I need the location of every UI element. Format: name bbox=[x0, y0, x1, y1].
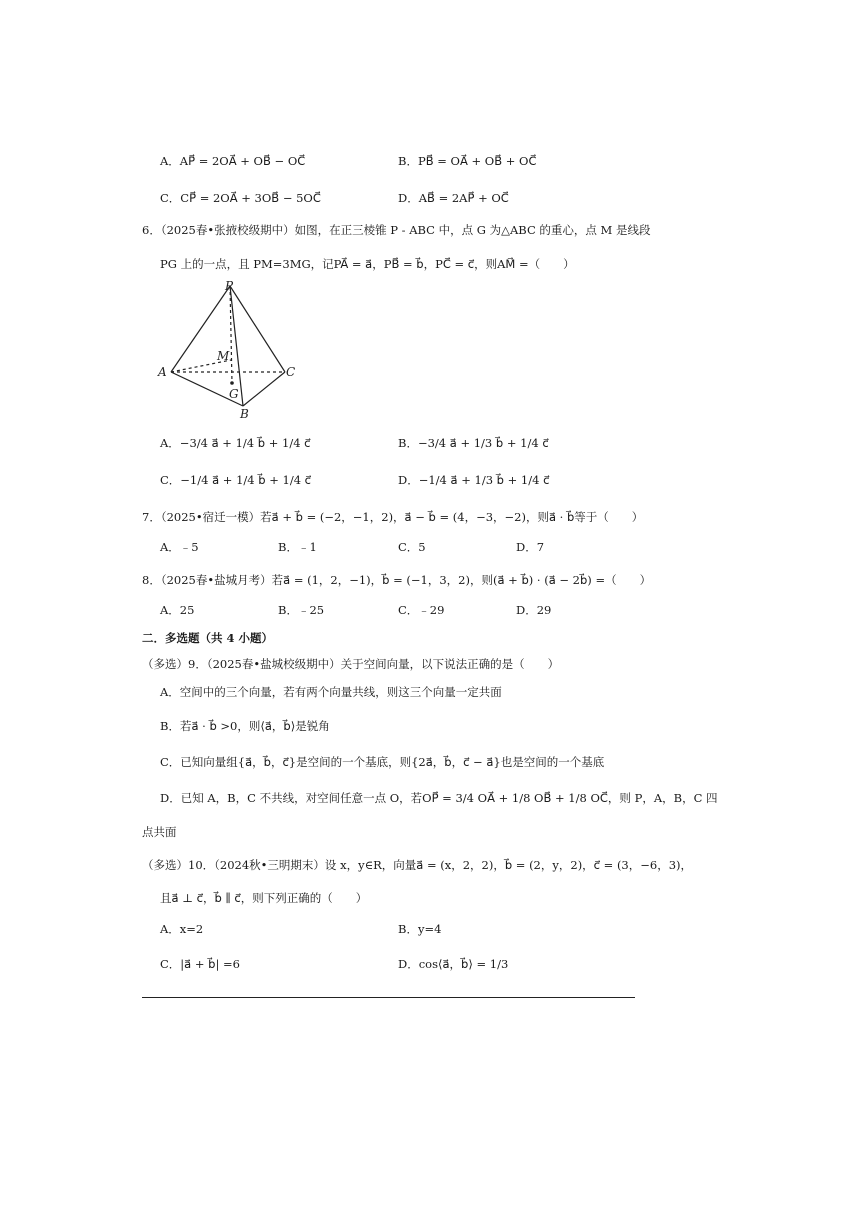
q9-option-a[interactable]: A．空间中的三个向量，若有两个向量共线，则这三个向量一定共面 bbox=[160, 685, 502, 699]
q10-option-c[interactable]: C．|a⃗ + b⃗| =6 bbox=[160, 957, 240, 971]
q5-option-b[interactable]: B．PB⃗ = OA⃗ + OB⃗ + OC⃗ bbox=[398, 154, 537, 168]
label-c: C bbox=[286, 365, 295, 379]
q6-option-b[interactable]: B．−3/4 a⃗ + 1/3 b⃗ + 1/4 c⃗ bbox=[398, 436, 549, 450]
q5-option-d[interactable]: D．AB⃗ = 2AP⃗ + OC⃗ bbox=[398, 191, 509, 205]
q7-option-b[interactable]: B．﹣1 bbox=[278, 540, 317, 554]
q6-stem-line2: PG 上的一点，且 PM=3MG，记PA⃗ = a⃗，PB⃗ = b⃗，PC⃗ = c⃗，则AM⃗ =（ ） bbox=[160, 257, 575, 271]
label-p: P bbox=[225, 280, 234, 293]
q7-option-c[interactable]: C．5 bbox=[398, 540, 426, 554]
q9-option-b[interactable]: B．若a⃗ · b⃗ >0，则⟨a⃗，b⃗⟩是锐角 bbox=[160, 719, 330, 733]
bottom-divider bbox=[142, 997, 635, 998]
label-m: M bbox=[217, 349, 230, 363]
q7-option-a[interactable]: A．﹣5 bbox=[160, 540, 199, 554]
q5-option-a[interactable]: A．AP⃗ = 2OA⃗ + OB⃗ − OC⃗ bbox=[160, 154, 306, 168]
q10-stem-line2: 且a⃗ ⊥ c⃗，b⃗ ∥ c⃗，则下列正确的（ ） bbox=[160, 891, 368, 905]
q9-option-d[interactable]: D．已知 A，B，C 不共线，对空间任意一点 O，若OP⃗ = 3/4 OA⃗ + 1/8 OB⃗ + 1/8 OC⃗，则 P，A，B，C 四 bbox=[160, 791, 718, 805]
q7-stem: 7．（2025•宿迁一模）若a⃗ + b⃗ = (−2，−1，2)，a⃗ − b⃗ = (4，−3，−2)，则a⃗ · b⃗等于（ ） bbox=[142, 510, 644, 524]
q8-option-b[interactable]: B．﹣25 bbox=[278, 603, 325, 617]
label-g: G bbox=[229, 387, 239, 401]
label-b: B bbox=[240, 407, 249, 420]
q6-option-d[interactable]: D．−1/4 a⃗ + 1/3 b⃗ + 1/4 c⃗ bbox=[398, 473, 550, 487]
q10-option-b[interactable]: B．y=4 bbox=[398, 922, 442, 936]
q8-option-a[interactable]: A．25 bbox=[160, 603, 195, 617]
q10-option-d[interactable]: D．cos⟨a⃗，b⃗⟩ = 1/3 bbox=[398, 957, 509, 971]
q8-option-c[interactable]: C．﹣29 bbox=[398, 603, 445, 617]
pyramid-figure bbox=[155, 280, 295, 420]
q10-stem-line1: （多选）10．（2024秋•三明期末）设 x，y∈R，向量a⃗ = (x，2，2)，b⃗ = (2，y，2)，c⃗ = (3，−6，3)， bbox=[142, 858, 693, 872]
q7-option-d[interactable]: D．7 bbox=[516, 540, 545, 554]
q8-option-d[interactable]: D．29 bbox=[516, 603, 552, 617]
q6-stem-line1: 6．（2025春•张掖校级期中）如图，在正三棱锥 P - ABC 中，点 G 为△ABC 的重心，点 M 是线段 bbox=[142, 223, 651, 237]
q9-stem: （多选）9．（2025春•盐城校级期中）关于空间向量，以下说法正确的是（ ） bbox=[142, 657, 560, 671]
q5-option-c[interactable]: C．CP⃗ = 2OA⃗ + 3OB⃗ − 5OC⃗ bbox=[160, 191, 321, 205]
q9-option-d-cont: 点共面 bbox=[142, 825, 177, 839]
q8-stem: 8．（2025春•盐城月考）若a⃗ = (1，2，−1)，b⃗ = (−1，3，2)，则(a⃗ + b⃗) · (a⃗ − 2b⃗) =（ ） bbox=[142, 573, 652, 587]
section-title: 二．多选题（共 4 小题） bbox=[142, 631, 274, 645]
label-a: A bbox=[158, 365, 167, 379]
q6-option-c[interactable]: C．−1/4 a⃗ + 1/4 b⃗ + 1/4 c⃗ bbox=[160, 473, 311, 487]
q6-option-a[interactable]: A．−3/4 a⃗ + 1/4 b⃗ + 1/4 c⃗ bbox=[160, 436, 311, 450]
q9-option-c[interactable]: C．已知向量组{a⃗，b⃗，c⃗}是空间的一个基底，则{2a⃗，b⃗，c⃗ − a⃗}也是空间的一个基底 bbox=[160, 755, 605, 769]
q10-option-a[interactable]: A．x=2 bbox=[160, 922, 204, 936]
